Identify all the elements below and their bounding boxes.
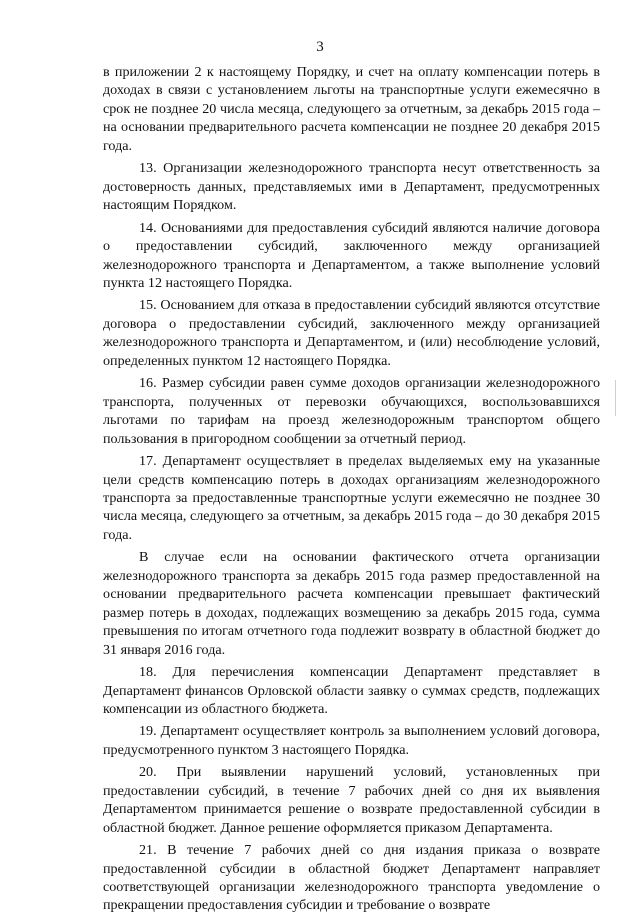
paragraph-15: 15. Основанием для отказа в предоставлении субсидий являются отсутствие договора о предоставлении субсидий, заключенного между организацией железнодорожного транспорта и Департаментом, и (или) несоблюдение условий, определенных пунктом 12 настоящего Порядка. — [103, 297, 600, 369]
paragraph-continuation: в приложении 2 к настоящему Порядку, и счет на оплату компенсации потерь в доходах в связи с установлением льготы на транспортные услуги ежемесячно в срок не позднее 20 числа месяца, следующего за отчетным, за декабрь 2015 года – на основании предварительного расчета компенсации не позднее 20 декабря 2015 года. — [103, 64, 600, 154]
paragraph-17: 17. Департамент осуществляет в пределах выделяемых ему на указанные цели средств компенсацию потерь в доходах организациям железнодорожного транспорта за предоставленные транспортные услуги ежемесячно не позднее 30 числа месяца, следующего за отчетным, за декабрь 2015 года – до 30 декабря 2015 года. — [103, 453, 600, 543]
paragraph-13: 13. Организации железнодорожного транспорта несут ответственность за достоверность данных, представляемых ими в Департамент, предусмотренных настоящим Порядком. — [103, 160, 600, 214]
paragraph-19: 19. Департамент осуществляет контроль за выполнением условий договора, предусмотренного пунктом 3 настоящего Порядка. — [103, 723, 600, 758]
paragraph-18: 18. Для перечисления компенсации Департамент представляет в Департамент финансов Орловской области заявку о суммах средств, подлежащих компенсации из областного бюджета. — [103, 664, 600, 717]
scan-margin-mark — [615, 380, 616, 416]
paragraph-16: 16. Размер субсидии равен сумме доходов организации железнодорожного транспорта, полученных от перевозки обучающихся, воспользовавшихся льготами по тарифам на проезд железнодорожным транспортом общего пользования в пригородном сообщении за отчетный период. — [103, 375, 600, 447]
paragraph-21: 21. В течение 7 рабочих дней со дня издания приказа о возврате предоставленной субсидии в областной бюджет Департамент направляет соответствующей организации железнодорожного транспорта уведомление о прекращении предоставления субсидии и требование о возврате — [103, 842, 600, 914]
page-number: 3 — [316, 39, 324, 55]
document-body — [103, 63, 600, 919]
paragraph-20: 20. При выявлении нарушений условий, установленных при предоставлении субсидий, в течение 7 рабочих дней со дня их выявления Департаментом принимается решение о возврате предоставленной субсидии в областной бюджет. Данное решение оформляется приказом Департамента. — [103, 764, 600, 836]
paragraph-14: 14. Основаниями для предоставления субсидий являются наличие договора о предоставлении субсидий, заключенного между организацией железнодорожного транспорта и Департаментом, а также выполнение условий пункта 12 настоящего Порядка. — [103, 219, 600, 291]
paragraph-17-continuation: В случае если на основании фактического отчета организации железнодорожного транспорта за декабрь 2015 года размер предоставленной на основании предварительного расчета компенсации превышает фактический размер потерь в доходах, подлежащих возмещению за декабрь 2015 года, сумма превышения по итогам отчетного года подлежит возврату в областной бюджет до 31 января 2016 года. — [103, 549, 600, 658]
